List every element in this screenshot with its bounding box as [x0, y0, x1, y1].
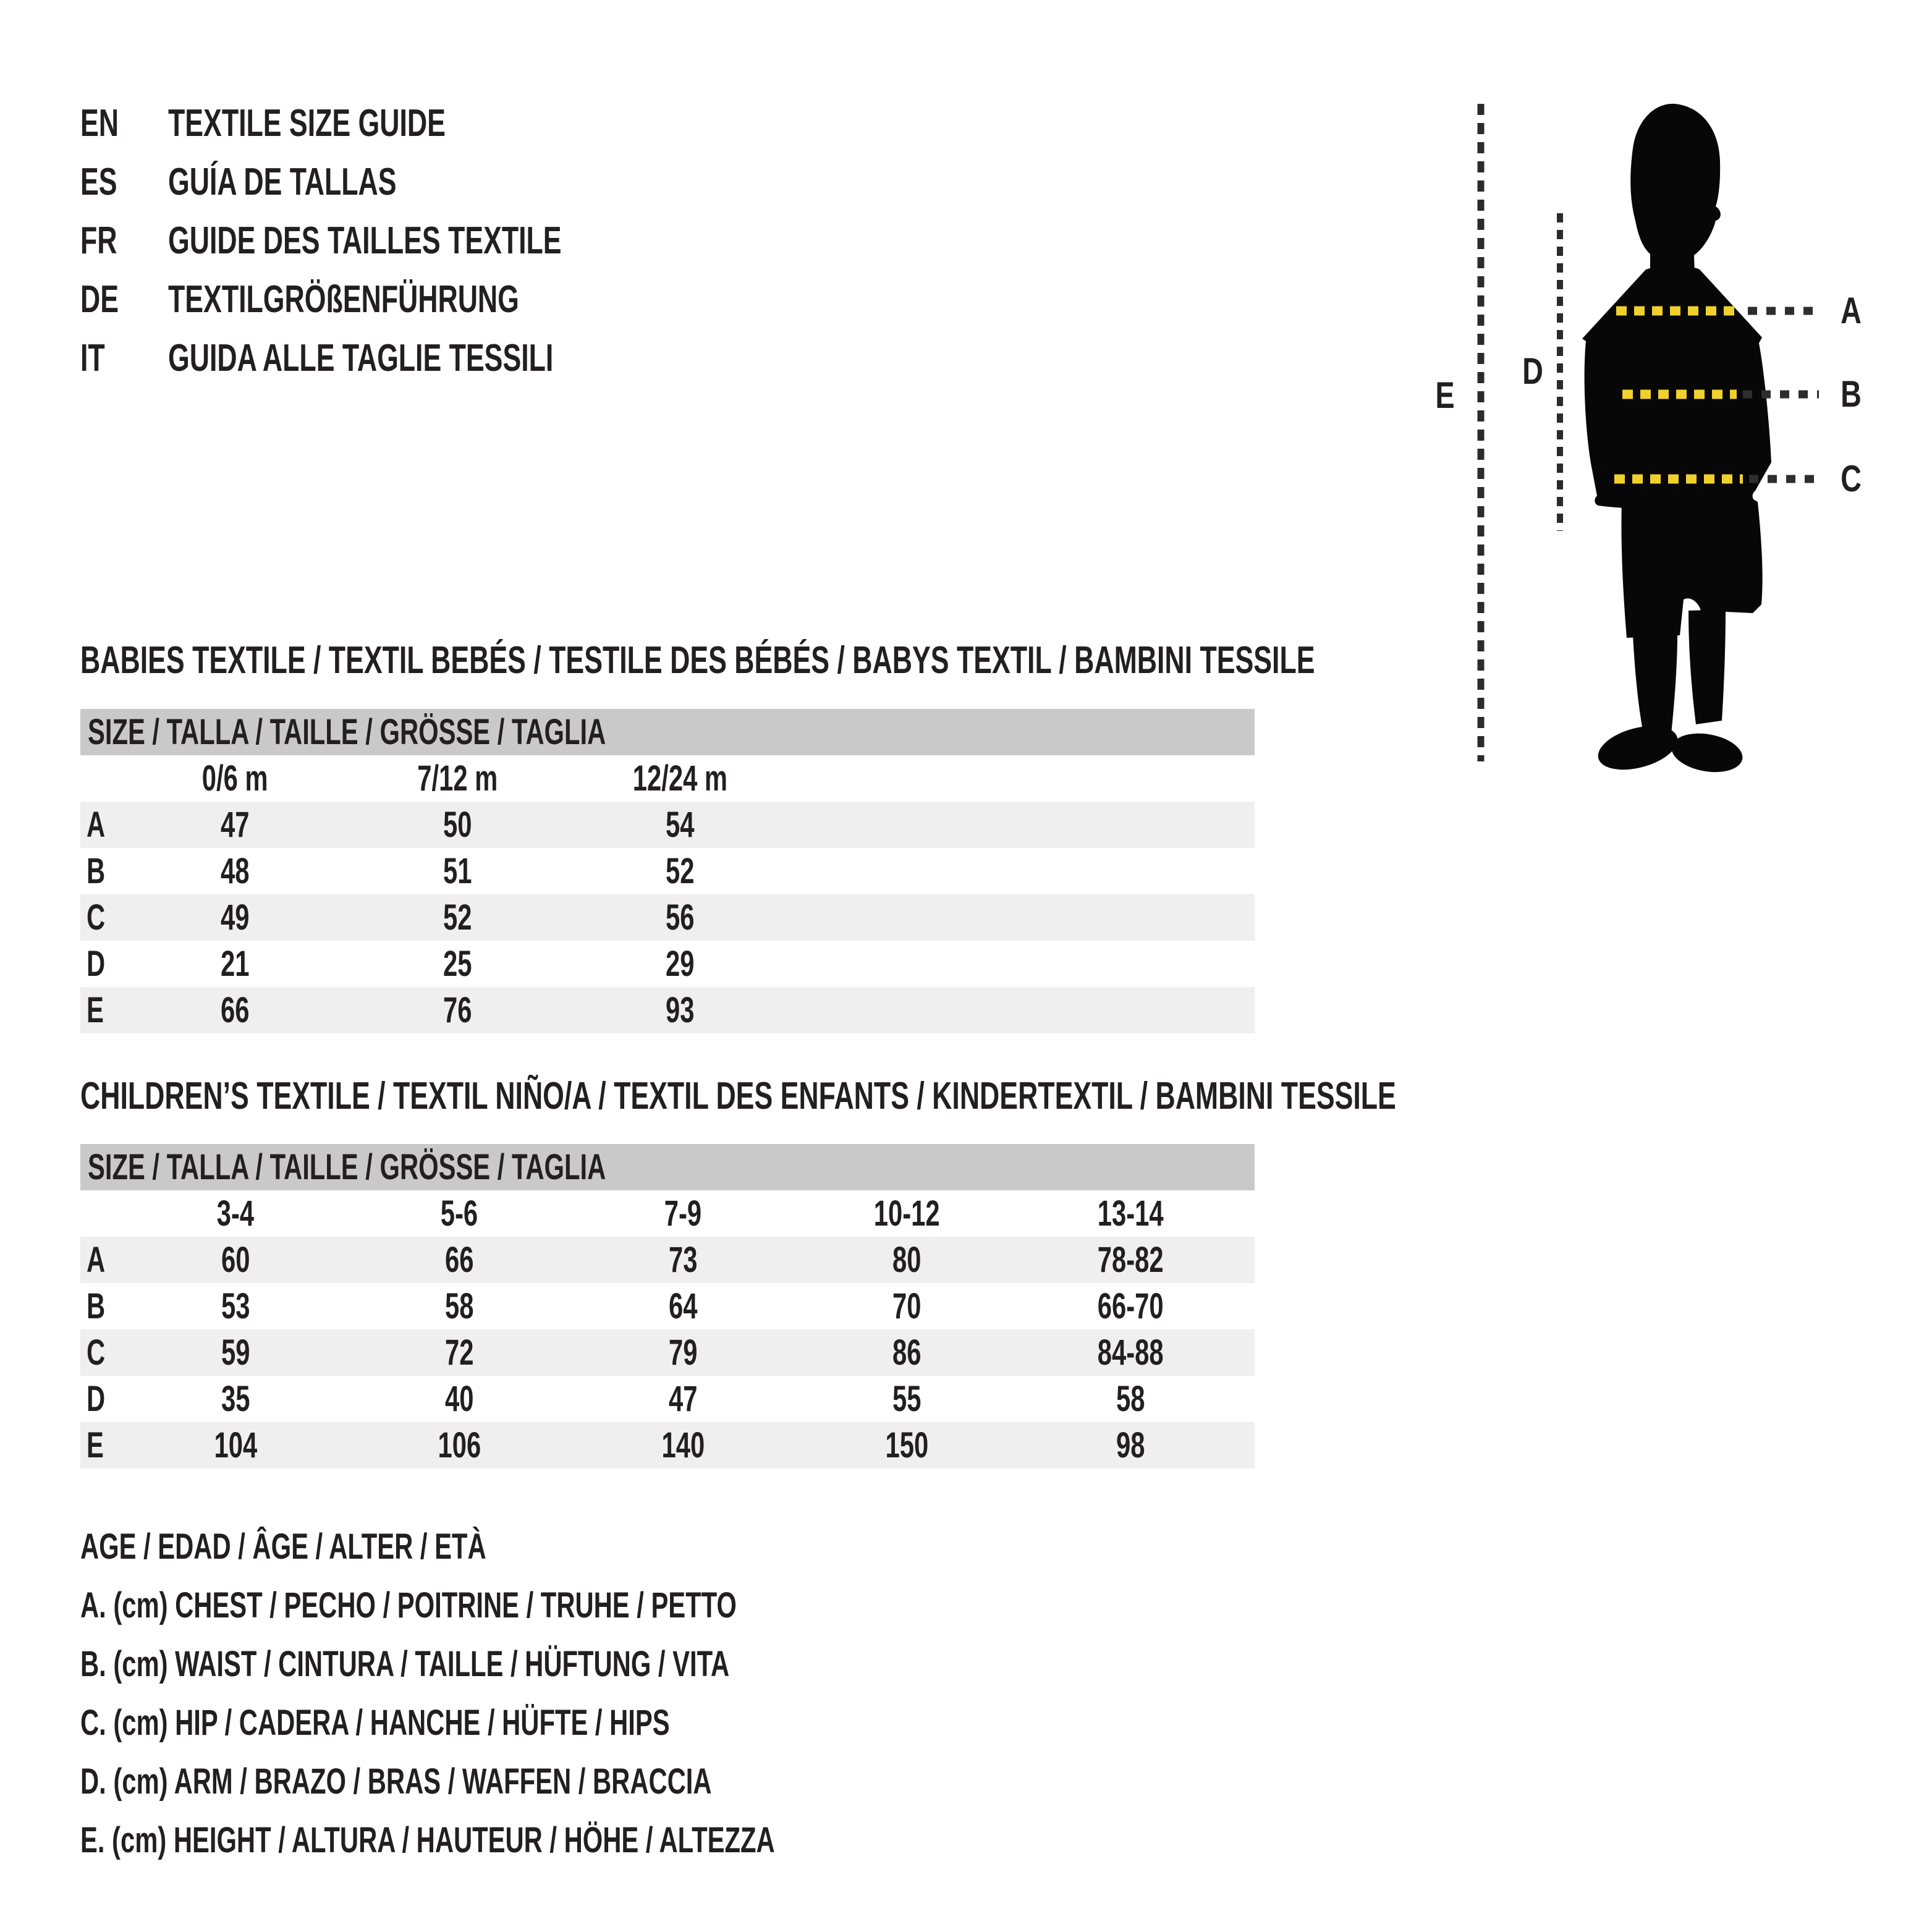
table-cell: 60 [221, 1240, 250, 1280]
babies-col-header: 7/12 m [417, 758, 498, 799]
language-code: IT [80, 337, 105, 379]
row-label: E [87, 990, 104, 1030]
table-row [80, 1376, 1255, 1422]
language-title: GUIDE DES TAILLES TEXTILE [168, 219, 562, 262]
children-col-header: 5-6 [440, 1193, 478, 1234]
table-cell: 47 [668, 1379, 698, 1419]
spacer-cell [80, 755, 124, 802]
table-row [80, 894, 1255, 941]
row-label: E [87, 1425, 104, 1465]
measure-label-a: A [1841, 290, 1862, 332]
babies-col-header: 0/6 m [201, 758, 268, 799]
language-code: ES [80, 161, 117, 203]
table-cell: 104 [214, 1425, 257, 1465]
children-col-header: 13-14 [1097, 1193, 1164, 1234]
row-label: C [87, 1332, 106, 1373]
table-cell: 55 [892, 1379, 922, 1419]
silhouette-shirt [1582, 265, 1771, 509]
language-title: TEXTILGRÖßENFÜHRUNG [168, 278, 519, 321]
language-row-en [0, 95, 1051, 153]
babies-col-header: 12/24 m [632, 758, 727, 799]
children-section-title [80, 1069, 1908, 1124]
language-title: GUIDA ALLE TAGLIE TESSILI [168, 337, 554, 379]
table-cell: 40 [444, 1379, 474, 1419]
language-code: EN [80, 102, 119, 145]
measure-label-b: B [1841, 373, 1862, 415]
table-cell: 50 [443, 805, 472, 845]
legend-arm-line: D. (cm) ARM / BRAZO / BRAS / WAFFEN / BRACCIA [80, 1761, 712, 1802]
legend-age-line: AGE / EDAD / ÂGE / ALTER / ETÀ [80, 1527, 486, 1567]
table-cell: 51 [443, 851, 472, 891]
babies-table [80, 709, 1255, 1033]
table-cell: 29 [665, 944, 695, 984]
babies-age-header-row [80, 755, 1255, 802]
language-title: TEXTILE SIZE GUIDE [168, 102, 446, 145]
table-cell: 93 [665, 990, 695, 1030]
row-label: C [87, 897, 106, 938]
row-label: B [87, 1286, 106, 1326]
table-row [80, 848, 1255, 894]
language-row-it [0, 329, 1051, 388]
table-cell: 53 [221, 1286, 250, 1326]
table-cell: 80 [892, 1240, 922, 1280]
table-cell: 58 [444, 1286, 474, 1326]
table-cell: 56 [665, 897, 695, 938]
spacer-cell [80, 1190, 124, 1237]
row-label: A [87, 805, 106, 845]
babies-title-text: BABIES TEXTILE / TEXTIL BEBÉS / TESTILE DES BÉBÉS / BABYS TEXTIL / BAMBINI TESSILE [80, 639, 1315, 682]
measure-label-e: E [1435, 375, 1455, 417]
silhouette-head [1630, 104, 1721, 276]
table-cell: 35 [221, 1379, 250, 1419]
language-code: FR [80, 219, 117, 262]
legend-height-line: E. (cm) HEIGHT / ALTURA / HAUTEUR / HÖHE / ALTEZZA [80, 1820, 775, 1860]
table-cell: 52 [443, 897, 472, 938]
children-size-header-bar [80, 1144, 1255, 1190]
measure-label-d: D [1522, 350, 1543, 392]
silhouette-right-shoe [1669, 728, 1746, 777]
table-row [80, 987, 1255, 1033]
row-label: D [87, 1379, 106, 1419]
table-cell: 73 [668, 1240, 698, 1280]
table-cell: 140 [661, 1425, 705, 1465]
table-cell: 58 [1116, 1379, 1145, 1419]
table-row [80, 1422, 1255, 1468]
table-cell: 150 [885, 1425, 928, 1465]
table-cell: 52 [665, 851, 695, 891]
table-cell: 48 [220, 851, 250, 891]
row-label: D [87, 944, 106, 984]
table-cell: 76 [443, 990, 472, 1030]
table-row [80, 1283, 1255, 1329]
row-label: A [87, 1240, 106, 1280]
table-cell: 54 [665, 805, 695, 845]
language-code: DE [80, 278, 119, 321]
table-row [80, 802, 1255, 848]
table-row [80, 1329, 1255, 1376]
table-cell: 66 [220, 990, 250, 1030]
language-row-de [0, 271, 1051, 329]
children-col-header: 7-9 [664, 1193, 702, 1234]
children-col-header: 10-12 [873, 1193, 940, 1234]
table-cell: 106 [438, 1425, 481, 1465]
table-cell: 84-88 [1097, 1332, 1164, 1373]
children-title-text: CHILDREN’S TEXTILE / TEXTIL NIÑO/A / TEXTIL DES ENFANTS / KINDERTEXTIL / BAMBINI TESSILE [80, 1075, 1396, 1117]
table-cell: 25 [443, 944, 472, 984]
legend-chest-line: A. (cm) CHEST / PECHO / POITRINE / TRUHE / PETTO [80, 1585, 737, 1625]
table-cell: 49 [220, 897, 250, 938]
babies-section-title [80, 633, 1795, 688]
table-cell: 79 [668, 1332, 698, 1373]
legend-waist-line: B. (cm) WAIST / CINTURA / TAILLE / HÜFTUNG / VITA [80, 1644, 730, 1684]
babies-size-header-bar [80, 709, 1255, 755]
table-cell: 47 [220, 805, 250, 845]
table-cell: 78-82 [1097, 1240, 1164, 1280]
table-cell: 70 [892, 1286, 922, 1326]
row-label: B [87, 851, 106, 891]
language-title: GUÍA DE TALLAS [168, 161, 397, 203]
table-cell: 66-70 [1097, 1286, 1164, 1326]
table-row [80, 1237, 1255, 1283]
children-age-header-row [80, 1190, 1255, 1237]
children-table [80, 1144, 1255, 1468]
measure-label-c: C [1841, 458, 1862, 500]
table-cell: 86 [892, 1332, 922, 1373]
language-row-fr [0, 212, 1051, 270]
table-row [80, 941, 1255, 987]
language-row-es [0, 153, 1051, 211]
babies-size-header-text: SIZE / TALLA / TAILLE / GRÖSSE / TAGLIA [88, 712, 606, 752]
children-size-header-text: SIZE / TALLA / TAILLE / GRÖSSE / TAGLIA [88, 1147, 606, 1187]
table-cell: 59 [221, 1332, 250, 1373]
table-cell: 21 [220, 944, 250, 984]
children-col-header: 3-4 [216, 1193, 255, 1234]
table-cell: 98 [1116, 1425, 1145, 1465]
table-cell: 64 [668, 1286, 698, 1326]
legend-hip-line: C. (cm) HIP / CADERA / HANCHE / HÜFTE / HIPS [80, 1703, 670, 1743]
table-cell: 66 [444, 1240, 474, 1280]
table-cell: 72 [444, 1332, 474, 1373]
